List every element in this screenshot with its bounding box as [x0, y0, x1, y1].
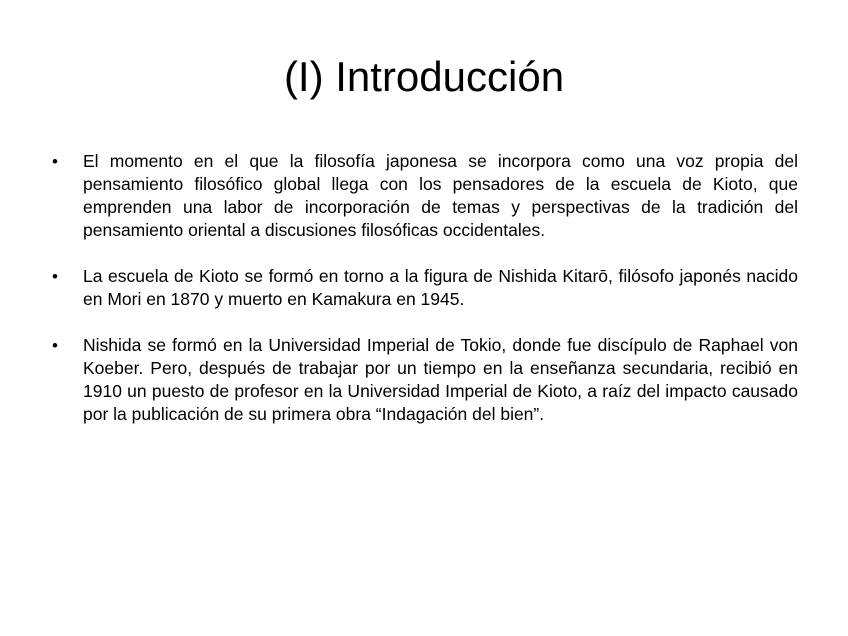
bullet-item-2 [52, 265, 798, 311]
slide-title: (I) Introducción [283, 53, 565, 100]
bullet-icon: • [52, 152, 58, 171]
bullet-list [52, 150, 798, 449]
bullet-text: La escuela de Kioto se formó en torno a la figura de Nishida Kitarō, filósofo japonés nacido en Mori en 1870 y muerto en Kamakura en 1945. [83, 266, 798, 309]
bullet-text: El momento en el que la filosofía japonesa se incorpora como una voz propia del pensamiento filosófico global llega con los pensadores de la escuela de Kioto, que emprenden una labor de incorporación de temas y perspectivas de la tradición del pensamiento oriental a discusiones filosóficas occidentales. [83, 151, 798, 240]
bullet-icon: • [52, 336, 58, 355]
bullet-icon: • [52, 267, 58, 286]
bullet-item-3 [52, 334, 798, 426]
bullet-item-1 [52, 150, 798, 242]
bullet-text: Nishida se formó en la Universidad Imperial de Tokio, donde fue discípulo de Raphael von Koeber. Pero, después de trabajar por un tiempo en la enseñanza secundaria, recibió en 1910 un puesto de profesor en la Universidad Imperial de Kioto, a raíz del impacto causado por la publicación de su primera obra “Indagación del bien”. [83, 335, 798, 424]
